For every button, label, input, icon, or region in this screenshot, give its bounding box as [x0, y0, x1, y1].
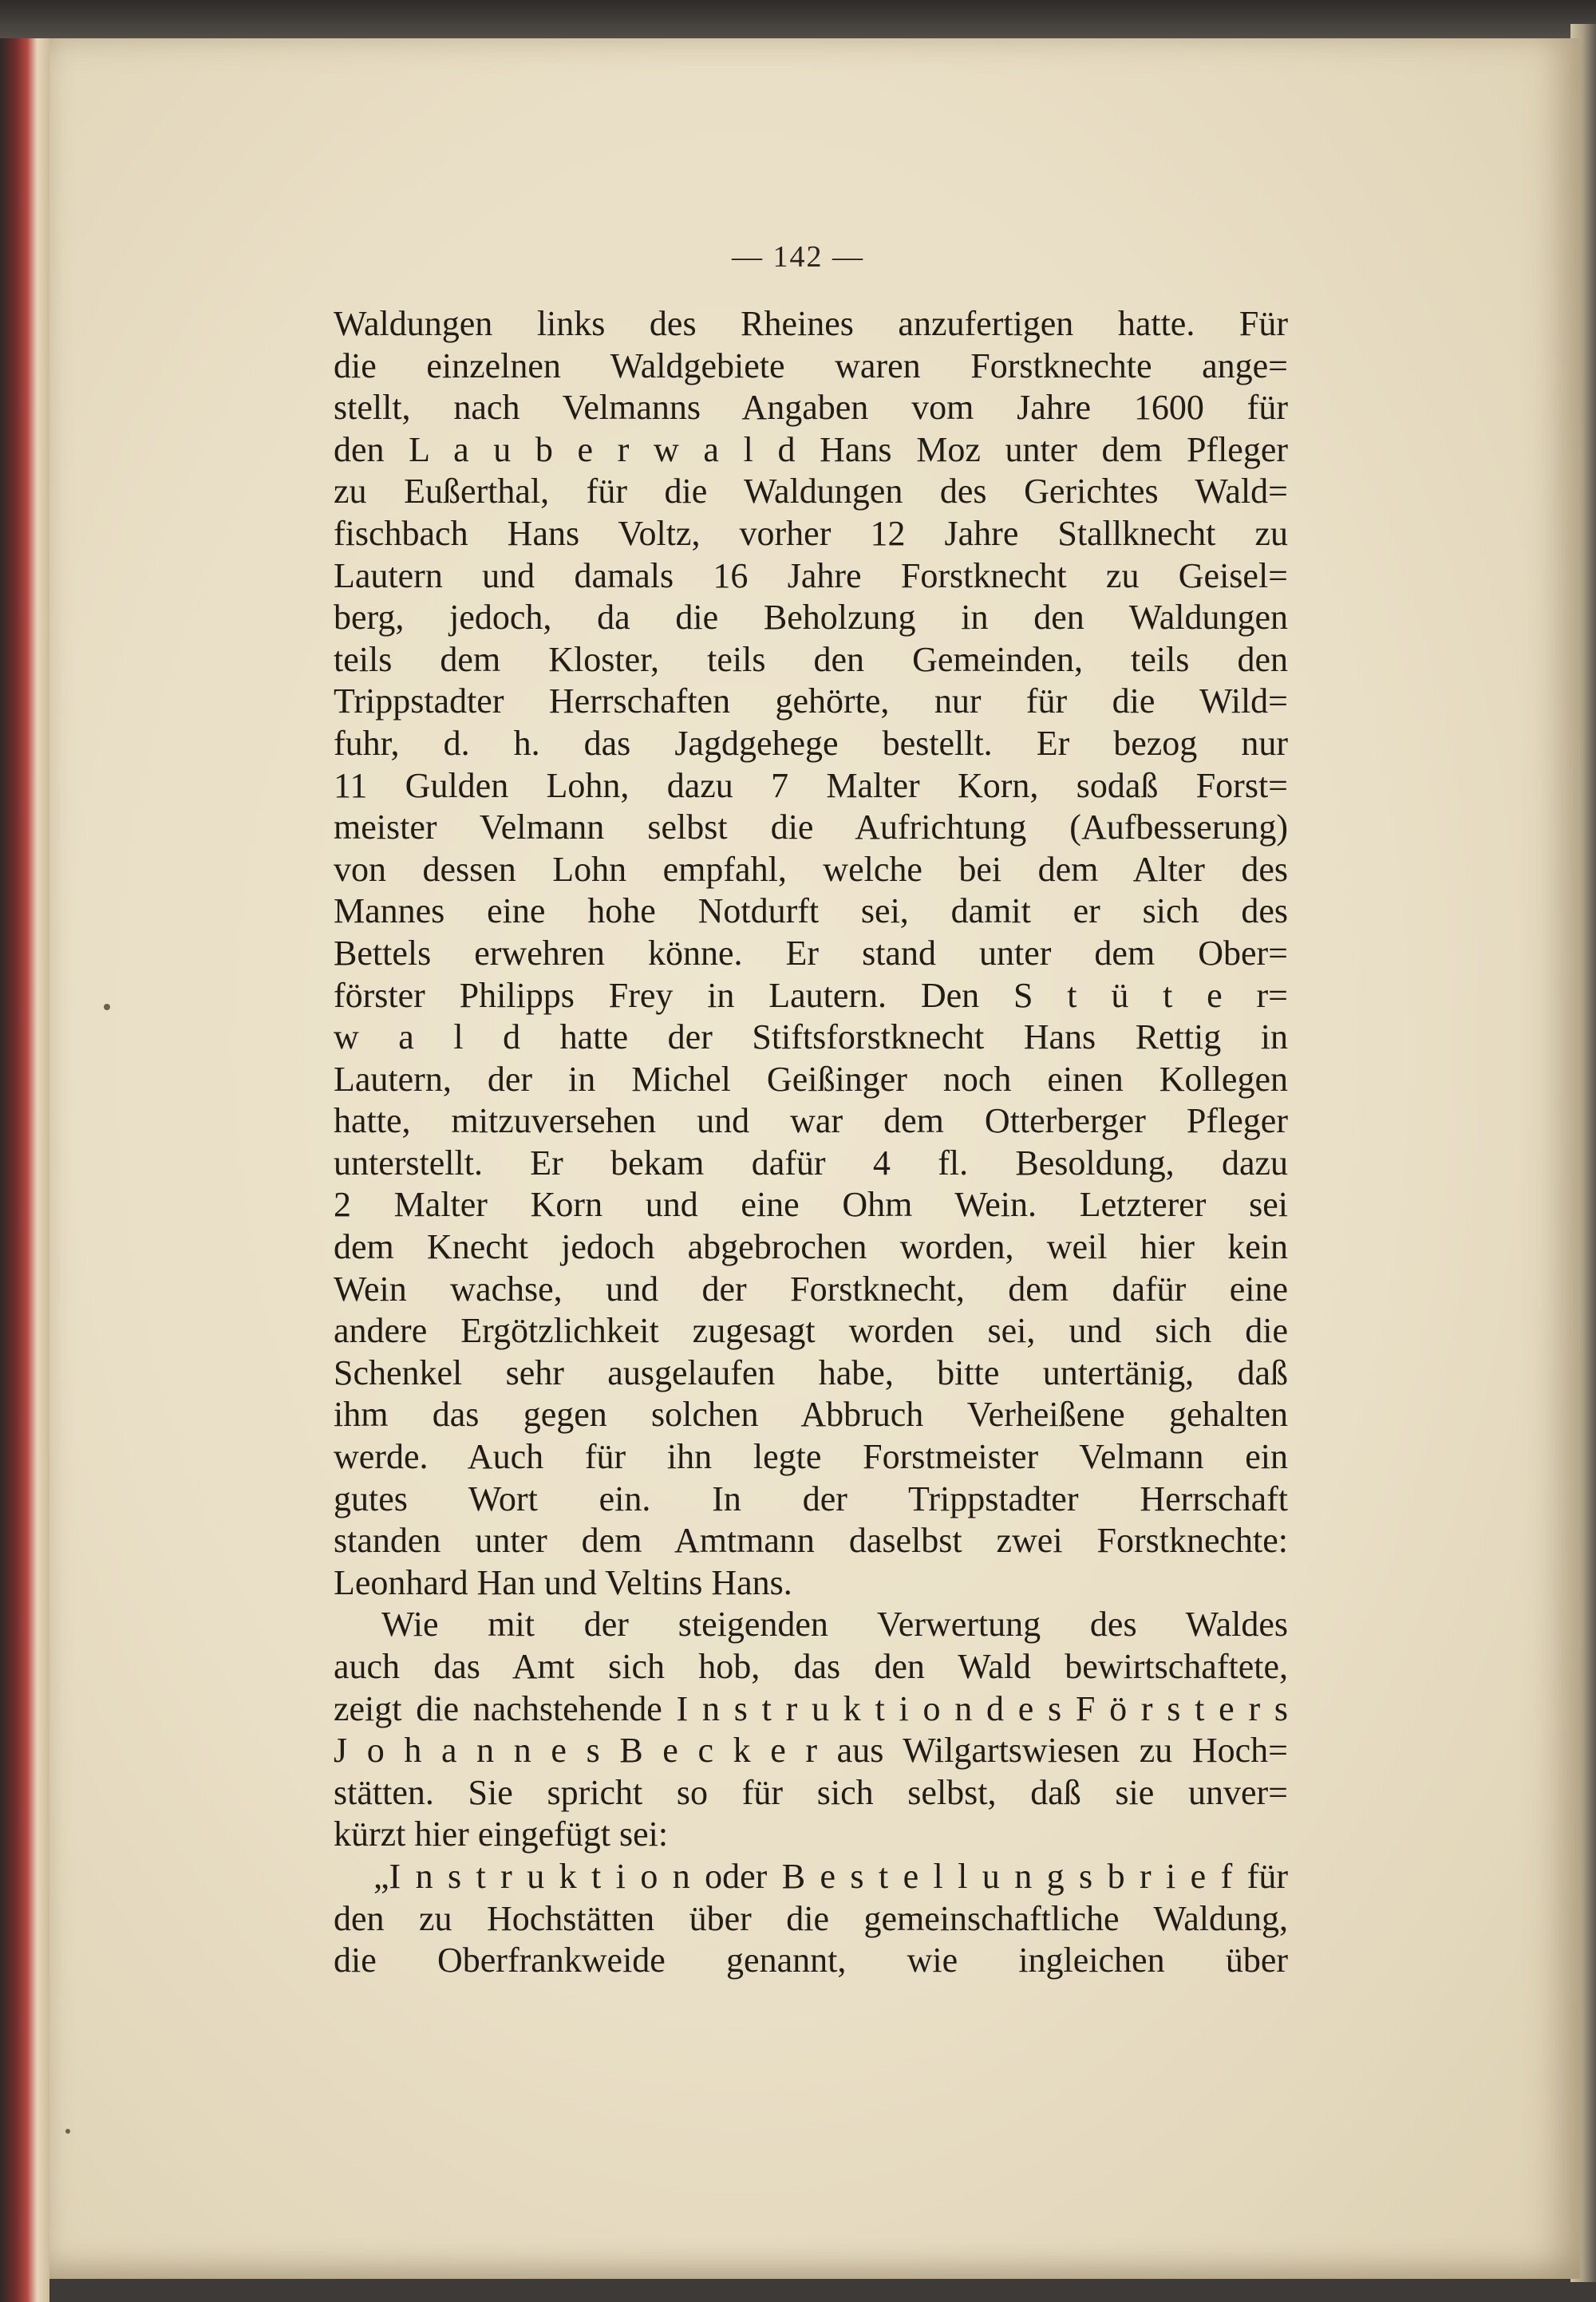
text-line: auch das Amt sich hob, das den Wald bewirtschaftete,	[334, 1647, 1288, 1686]
text-line: kürzt hier eingefügt sei:	[334, 1814, 669, 1854]
text-line: von dessen Lohn empfahl, welche bei dem Alter des	[334, 849, 1288, 889]
text-line: Lautern und damals 16 Jahre Forstknecht zu Geisel=	[334, 555, 1288, 595]
paper-speck	[65, 2129, 70, 2134]
text-line: Wein wachse, und der Forstknecht, dem dafür eine	[334, 1269, 1288, 1309]
text-line: gutes Wort ein. In der Trippstadter Herrschaft	[334, 1479, 1288, 1518]
text-line: ihm das gegen solchen Abbruch Verheißene gehalten	[334, 1395, 1288, 1435]
text-line: zeigt die nachstehende I n s t r u k t i o n d e s F ö r s t e r s	[334, 1688, 1288, 1728]
body-text	[334, 303, 1288, 1982]
book-binding-edge	[0, 38, 49, 2302]
text-line: den zu Hochstätten über die gemeinschaftliche Waldung,	[334, 1898, 1288, 1938]
text-line: förster Philipps Frey in Lautern. Den S t ü t e r=	[334, 975, 1288, 1015]
text-line: fuhr, d. h. das Jagdgehege bestellt. Er bezog nur	[334, 723, 1288, 763]
text-line: w a l d hatte der Stiftsforstknecht Hans Rettig in	[334, 1017, 1288, 1057]
text-line: werde. Auch für ihn legte Forstmeister Velmann ein	[334, 1437, 1288, 1477]
text-line: standen unter dem Amtmann daselbst zwei Forstknechte:	[334, 1521, 1288, 1561]
text-line: fischbach Hans Voltz, vorher 12 Jahre Stallknecht zu	[334, 513, 1288, 553]
text-line: Mannes eine hohe Notdurft sei, damit er sich des	[334, 891, 1288, 931]
text-line: 2 Malter Korn und eine Ohm Wein. Letzterer sei	[334, 1185, 1288, 1225]
text-line: andere Ergötzlichkeit zugesagt worden sei, und sich die	[334, 1311, 1288, 1351]
text-line: die einzelnen Waldgebiete waren Forstknechte ange=	[334, 345, 1288, 385]
scan-top-strip	[0, 0, 1596, 41]
text-line: zu Eußerthal, für die Waldungen des Gerichtes Wald=	[334, 472, 1288, 511]
text-line: Lautern, der in Michel Geißinger noch einen Kollegen	[334, 1059, 1288, 1099]
page-number: — 142 —	[732, 240, 864, 274]
text-line: dem Knecht jedoch abgebrochen worden, weil hier kein	[334, 1227, 1288, 1267]
text-line: 11 Gulden Lohn, dazu 7 Malter Korn, sodaß Forst=	[334, 765, 1288, 805]
text-line: Schenkel sehr ausgelaufen habe, bitte untertänig, daß	[334, 1352, 1288, 1392]
text-line: meister Velmann selbst die Aufrichtung (Aufbesserung)	[334, 807, 1288, 847]
text-line: Bettels erwehren könne. Er stand unter dem Ober=	[334, 933, 1288, 973]
text-line: J o h a n n e s B e c k e r aus Wilgartswiesen zu Hoch=	[334, 1731, 1288, 1771]
text-line: Waldungen links des Rheines anzufertigen hatte. Für	[334, 304, 1288, 343]
text-line: „I n s t r u k t i o n oder B e s t e l l u n g s b r i e f für	[373, 1856, 1288, 1896]
text-line: stätten. Sie spricht so für sich selbst, daß sie unver=	[334, 1772, 1288, 1812]
text-line: Trippstadter Herrschaften gehörte, nur für die Wild=	[334, 681, 1288, 721]
paper-speck	[104, 1004, 110, 1010]
text-line: berg, jedoch, da die Beholzung in den Waldungen	[334, 598, 1288, 638]
text-line: Leonhard Han und Veltins Hans.	[334, 1562, 792, 1602]
text-line: stellt, nach Velmanns Angaben vom Jahre 1600 für	[334, 388, 1288, 428]
text-line: den L a u b e r w a l d Hans Moz unter dem Pfleger	[334, 429, 1288, 469]
text-line: unterstellt. Er bekam dafür 4 fl. Besoldung, dazu	[334, 1143, 1288, 1183]
text-line: Wie mit der steigenden Verwertung des Waldes	[381, 1605, 1288, 1645]
text-line: teils dem Kloster, teils den Gemeinden, teils den	[334, 639, 1288, 679]
text-line: die Oberfrankweide genannt, wie ingleichen über	[334, 1941, 1288, 1980]
text-line: hatte, mitzuversehen und war dem Otterberger Pfleger	[334, 1101, 1288, 1141]
